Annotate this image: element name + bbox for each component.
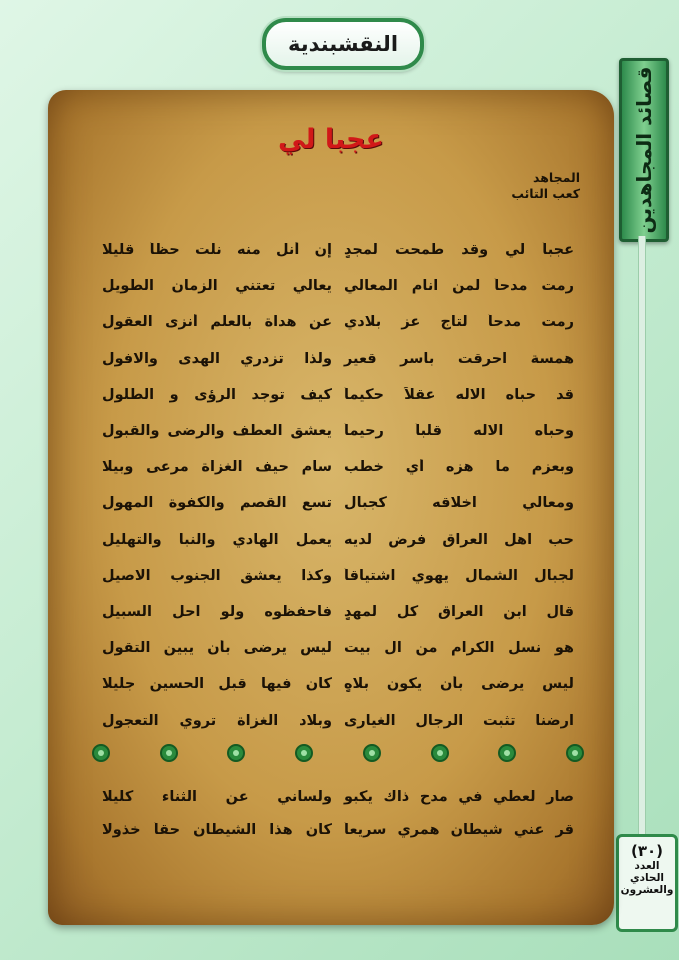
verse-line	[96, 341, 580, 377]
verse-line	[96, 304, 580, 340]
poem-body	[96, 232, 580, 739]
verse-second-hemistich: فاحفظوه ولو احل السبيل	[102, 603, 332, 620]
verse-line	[96, 413, 580, 449]
issue-number: (٣٠)	[630, 842, 664, 860]
verse-first-hemistich: عجباً لي وقد طمحت لمجدٍ	[344, 242, 574, 259]
section-title: قصائد المجاهدين	[632, 66, 656, 234]
poem-title: عجبا لي	[278, 124, 384, 155]
verse-second-hemistich: سام حيف الغزاة مرعى وبيلا	[102, 459, 332, 476]
verse-second-hemistich: ليس يرضى بأن يبين التقول	[102, 640, 332, 657]
parchment-page	[48, 90, 614, 925]
verse-second-hemistich: يعشق العطف والرضى والقبول	[102, 423, 332, 440]
verse-line	[96, 232, 580, 268]
ornament-dot-icon	[92, 744, 110, 762]
verse-second-hemistich: كان فيها قبل الحسين جليلا	[102, 676, 332, 693]
author-name: كعب التائب	[511, 185, 580, 201]
verse-line	[96, 268, 580, 304]
verse-first-hemistich: رمت مدحاً لتاج عز بلادي	[344, 314, 574, 331]
magazine-name: النقشبندية	[287, 32, 399, 56]
verse-first-hemistich: لجبال الشمال يهوي اشتياقاً	[344, 567, 574, 584]
ornament-dot-icon	[295, 744, 313, 762]
section-banner	[619, 58, 669, 242]
verse-line	[96, 702, 580, 738]
ornament-dot-icon	[431, 744, 449, 762]
poem-closing	[96, 780, 580, 846]
verse-first-hemistich: همسة احرقت باسر قعير	[344, 350, 574, 367]
verse-second-hemistich: يعالي تعتني الزمان الطويل	[102, 278, 332, 295]
ornament-dot-icon	[227, 744, 245, 762]
verse-second-hemistich: تسع القصم والكفوة المهول	[102, 495, 332, 512]
verse-line	[96, 594, 580, 630]
ornament-dot-icon	[160, 744, 178, 762]
verse-line	[96, 522, 580, 558]
verse-line	[96, 558, 580, 594]
verse-first-hemistich: هو نسل الكرام من آل بيت	[344, 640, 574, 657]
poem-author	[511, 170, 580, 201]
ornament-dot-icon	[498, 744, 516, 762]
verse-first-hemistich: ومعالي اخلاقه كجبال	[344, 495, 574, 512]
verse-second-hemistich: وكذا يعشق الجنوب الاصيل	[102, 567, 332, 584]
issue-label-1: العدد	[634, 860, 660, 873]
verse-line	[96, 813, 580, 846]
verse-first-hemistich: قال ابن العراق كل لمهدٍ	[344, 603, 574, 620]
verse-line	[96, 780, 580, 813]
verse-second-hemistich: وبلاد الغزاة تروي التعجول	[102, 712, 332, 729]
verse-second-hemistich: كان هذا الشيطان حقاً خذولا	[102, 821, 332, 838]
verse-line	[96, 377, 580, 413]
verse-second-hemistich: كيف توجد الرؤى و الطلول	[102, 386, 332, 403]
ornament-divider	[92, 744, 584, 762]
verse-first-hemistich: وبعزم ما هزه أي خطب	[344, 459, 574, 476]
verse-second-hemistich: يعمل الهادي والنبا والتهليل	[102, 531, 332, 548]
verse-first-hemistich: صار لعطي في مدح ذاك يكبو	[344, 788, 574, 805]
verse-first-hemistich: ليس يرضى بأن يكون بلاهٍ	[344, 676, 574, 693]
verse-line	[96, 485, 580, 521]
verse-line	[96, 449, 580, 485]
verse-line	[96, 666, 580, 702]
issue-label-3: والعشرون	[620, 884, 674, 897]
verse-line	[96, 630, 580, 666]
ornament-dot-icon	[363, 744, 381, 762]
verse-first-hemistich: ارضنا تثبت الرجال الغيارى	[344, 712, 574, 729]
verse-first-hemistich: قد حباه الاله عقلاً حكيماً	[344, 386, 574, 403]
verse-first-hemistich: رمت مدحاً لمن انام المعالي	[344, 278, 574, 295]
issue-label-2: الحادي	[629, 872, 665, 885]
verse-second-hemistich: إن أنل منه نلت حظاً قليلا	[102, 242, 332, 259]
magazine-name-badge	[262, 18, 424, 70]
verse-second-hemistich: عن هداة بالعلم أنزى العقول	[102, 314, 332, 331]
verse-first-hemistich: قر عني شيطان همري سريعاً	[344, 821, 574, 838]
author-title: المجاهد	[533, 170, 580, 185]
verse-second-hemistich: ولذا تزدري الهدى والافول	[102, 350, 332, 367]
verse-second-hemistich: ولساني عن الثناء كليلا	[102, 788, 332, 805]
ornament-dot-icon	[566, 744, 584, 762]
verse-first-hemistich: حب اهل العراق فرض لديه	[344, 531, 574, 548]
verse-first-hemistich: وحباه الاله قلباً رحيماً	[344, 423, 574, 440]
side-divider	[638, 236, 646, 834]
issue-badge	[616, 834, 678, 932]
